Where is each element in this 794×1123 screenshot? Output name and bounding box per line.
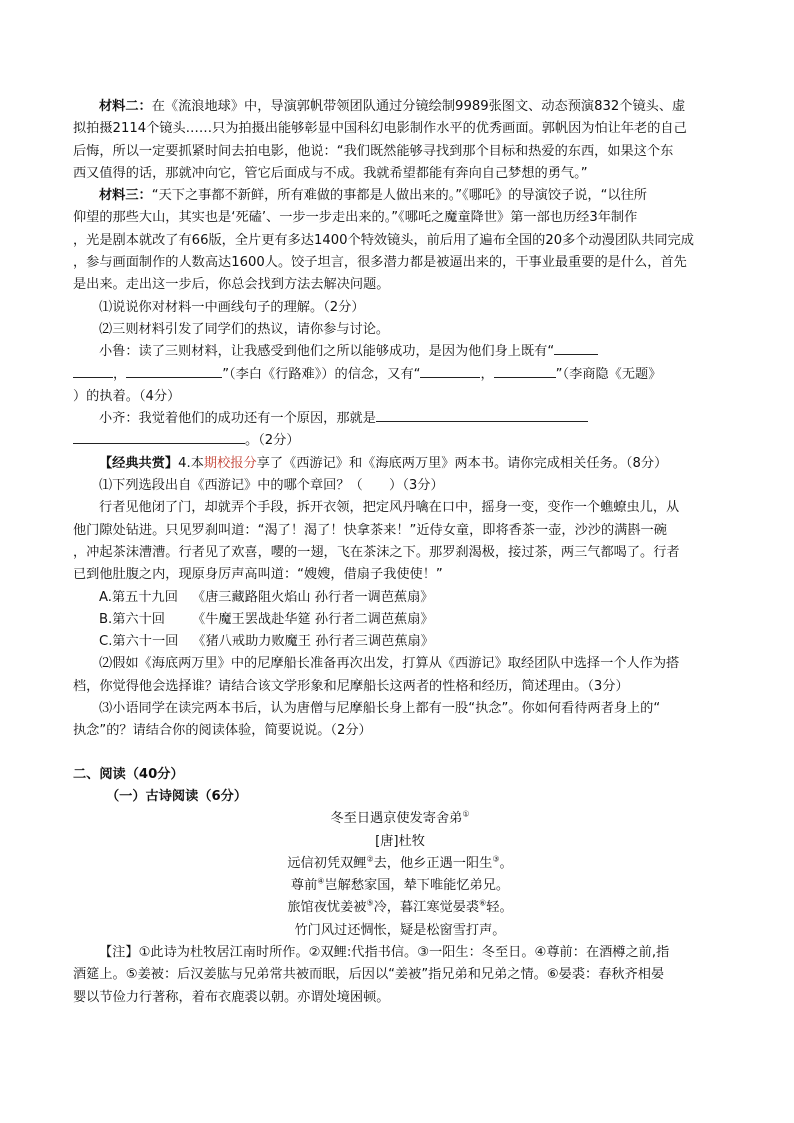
option-c[interactable]: C.第六十一回 《猪八戒助力败魔王 孙行者三调芭蕉扇》: [99, 634, 434, 650]
poem-notes: 【注】①此诗为杜牧居江南时所作。②双鲤:代指书信。③一阳生：冬至日。④尊前：在酒樽之前,指: [99, 944, 670, 960]
material-2: 材料二：在《流浪地球》中，导演郭帆带领团队通过分镜绘制9989张图文、动态预演832个镜头、虚: [99, 99, 686, 114]
subsection-heading: （一）古诗阅读（6分）: [106, 788, 248, 804]
poem-line: 竹门风过还惆怅，疑是松窗雪打声。: [294, 922, 506, 938]
question-4-2: ⑵假如《海底两万里》中的尼摩船长准备再次出发，打算从《西游记》取经团队中选择一个人作为搭: [99, 656, 680, 672]
xiaoqi-statement-cont: 。（2分）: [73, 430, 727, 452]
xiyouji-excerpt-line: 已到他肚腹之内，现原身厉声高叫道：“嫂嫂，借扇子我使使！”: [73, 567, 443, 583]
material-2-line: 拟拍摄2114个镜头……只为拍摄出能够彰显中国科幻电影制作水平的优秀画面。郭帆因为怕让年老的自己: [73, 121, 687, 137]
poem-title: 冬至日遇京使发寄舍弟①: [330, 809, 470, 827]
material-3-line: ，光是剧本就改了有66版，全片更有多达1400个特效镜头，前后用了遍布全国的20多个动漫团队共同完成: [73, 232, 694, 248]
material-2-line: 西又值得的话，那就冲向它，管它后面成与不成。我就希望都能有奔向自己梦想的勇气。”: [73, 165, 588, 181]
xiyouji-excerpt-line: 他门隙处钻进。只见罗刹叫道：“渴了！渴了！快拿茶来！”近侍女童，即将香茶一壶，沙沙的满斟一碗: [73, 522, 667, 538]
poem-line: 旅馆夜忧姜被⑤冷，暮江寒觉晏裘⑥轻。: [287, 899, 513, 916]
answer-blank[interactable]: [420, 364, 480, 378]
answer-blank[interactable]: [494, 364, 556, 378]
answer-blank[interactable]: [73, 364, 113, 378]
answer-blank[interactable]: [554, 341, 598, 355]
material-3-label: 材料三：: [99, 188, 152, 204]
section-heading: 二、阅读（40分）: [73, 766, 184, 782]
xiaolu-statement-end: ）的执着。（4分）: [73, 388, 181, 404]
question-4-1: ⑴下列选段出自《西游记》中的哪个章回？（ ）（3分）: [99, 478, 444, 494]
poem-line: 尊前④岂解愁家国，辇下唯能忆弟兄。: [290, 876, 510, 894]
question-2: ⑵三则材料引发了同学们的热议，请你参与讨论。: [99, 321, 390, 337]
answer-blank[interactable]: [73, 430, 245, 444]
material-3-line: 仰望的那些大山，其实也是‘死磕’、一步一步走出来的。”《哪吒之魔童降世》第一部也历经3年制作: [73, 210, 638, 226]
material-2-line: 后悔，所以一定要抓紧时间去拍电影，他说：“我们既然能够寻找到那个目标和热爱的东西，如果这个东: [73, 143, 674, 159]
classic-sharing-tag: 【经典共赏】: [99, 455, 179, 471]
question-4-3-line: 执念”的？请结合你的阅读体验，简要说说。（2分）: [73, 723, 372, 739]
xiyouji-excerpt-line: ，冲起茶沫漕漕。行者见了欢喜，嘤的一翅，飞在茶沫之下。那罗刹渴极，接过茶，两三气都喝了。行者: [73, 544, 680, 560]
poem-line: 远信初凭双鲤②去，他乡正遇一阳生③。: [287, 854, 513, 871]
xiaolu-statement-cont: ， ”（李白《行路难》）的信念，又有“ ， ”（李商隐《无题》: [73, 364, 727, 386]
classic-sharing: 【经典共赏】4.本期校报分享了《西游记》和《海底两万里》两本书。请你完成相关任务。（8分）: [99, 455, 668, 471]
question-1: ⑴说说你对材料一中画线句子的理解。（2分）: [99, 299, 365, 315]
material-3-line: ，参与画面制作的人数高达1600人。饺子坦言，很多潜力都是被逼出来的，干事业最重要的是什么，首先: [73, 255, 687, 271]
poem-notes-line: 酒筵上。⑤姜被：后汉姜肱与兄弟常共被而眠，后因以“姜被”指兄弟和兄弟之情。⑥晏裘：春秋齐相晏: [73, 967, 665, 983]
material-3-line: 是出来。走出这一步后，你总会找到方法去解决问题。: [73, 277, 390, 293]
answer-blank[interactable]: [126, 364, 222, 378]
xiyouji-excerpt: 行者见他闭了门，却就弄个手段，拆开衣领，把定风丹噙在口中，摇身一变，变作一个蟭蟟虫儿，从: [99, 500, 680, 516]
answer-blank[interactable]: [376, 408, 588, 422]
poem-author: [唐]杜牧: [375, 833, 425, 849]
xiaoqi-statement: 小齐：我觉着他们的成功还有一个原因，那就是: [73, 408, 727, 430]
xiaolu-statement: 小鲁：读了三则材料，让我感受到他们之所以能够成功，是因为他们身上既有“: [73, 341, 727, 363]
question-4-2-line: 档，你觉得他会选择谁？请结合该文学形象和尼摩船长这两者的性格和经历，简述理由。（3分）: [73, 678, 629, 694]
poem-notes-line: 婴以节俭力行著称，着布衣鹿裘以朝。亦谓处境困顿。: [73, 989, 390, 1005]
question-4-3: ⑶小语同学在读完两本书后，认为唐僧与尼摩船长身上都有一股“执念”。你如何看待两者身上的“: [99, 701, 661, 717]
option-b[interactable]: B.第六十回 《牛魔王罢战赴华筵 孙行者二调芭蕉扇》: [99, 611, 434, 627]
material-2-label: 材料二：: [99, 99, 152, 114]
option-a[interactable]: A.第五十九回 《唐三藏路阻火焰山 孙行者一调芭蕉扇》: [99, 589, 434, 605]
material-3: 材料三：“天下之事都不新鲜，所有难做的事都是人做出来的。”《哪吒》的导演饺子说，“以往所: [99, 188, 647, 204]
page-content: [73, 96, 727, 1009]
